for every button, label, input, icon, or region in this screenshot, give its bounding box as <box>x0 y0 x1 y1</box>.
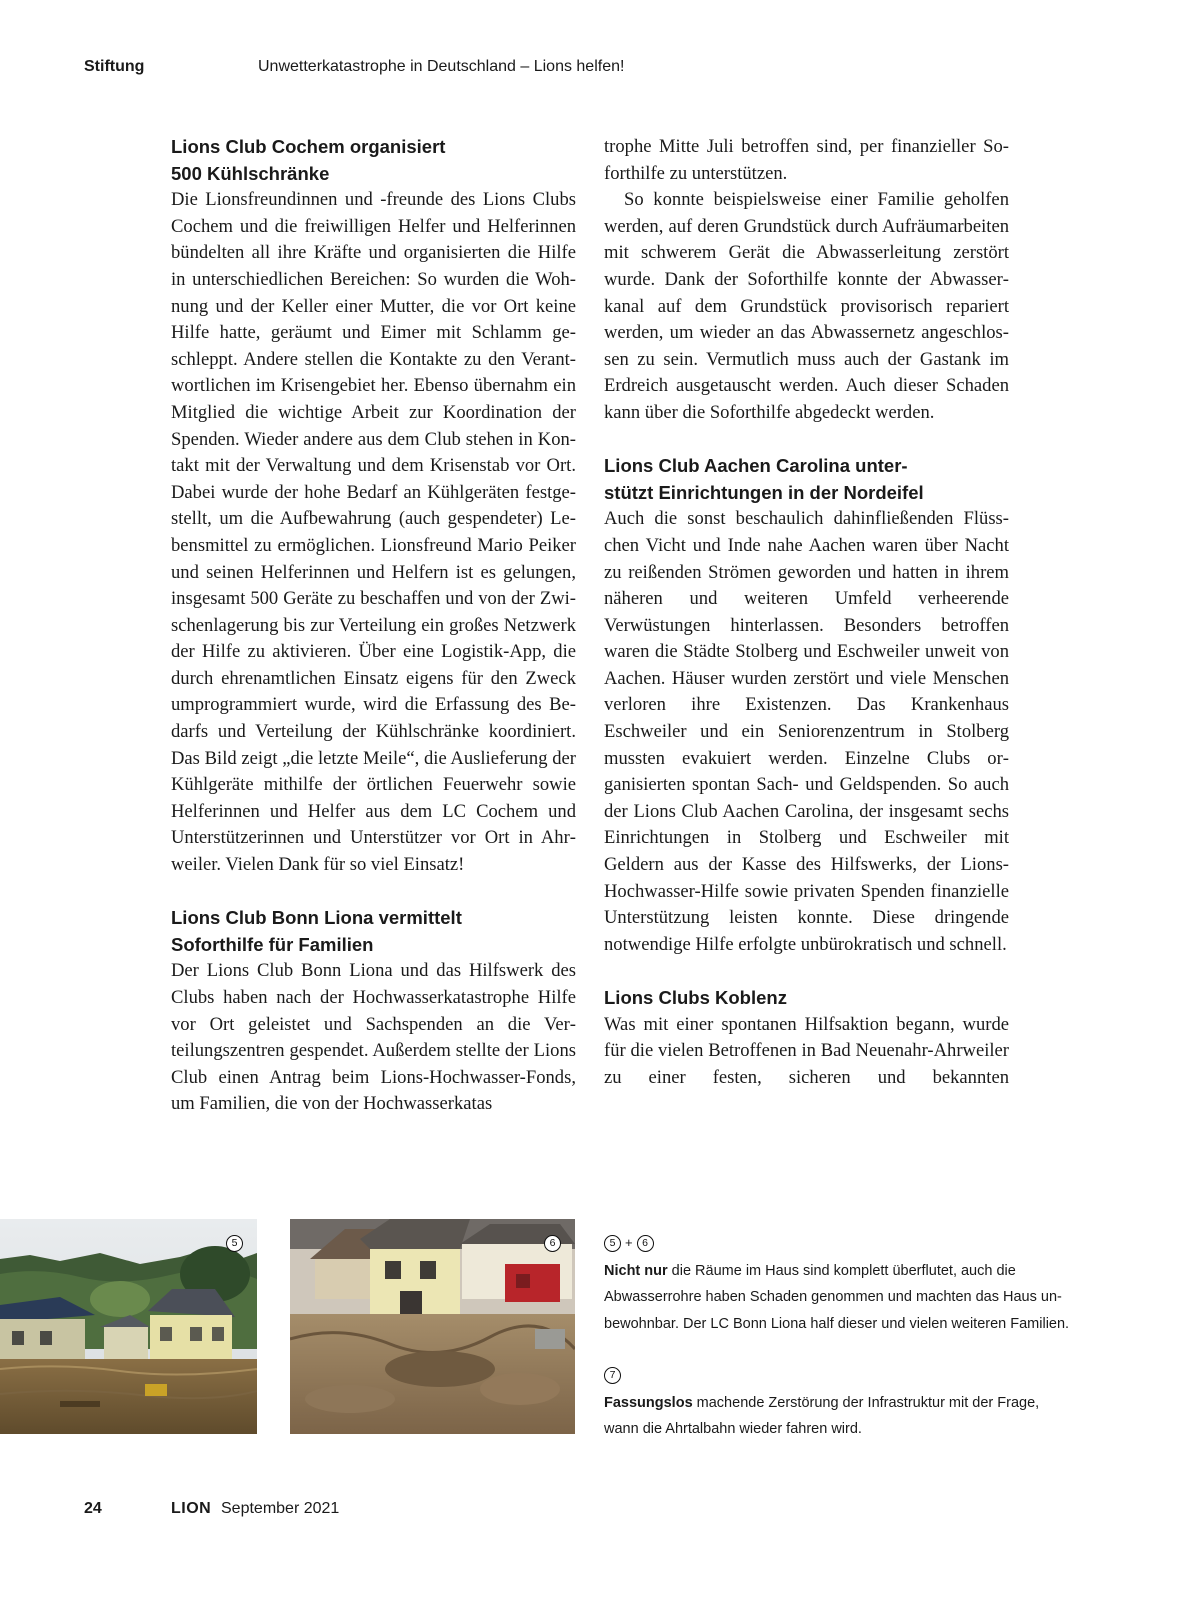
flood-photo-destroyed-street <box>290 1219 575 1434</box>
flood-photo-houses <box>0 1219 257 1434</box>
issue-date: September 2021 <box>221 1500 340 1517</box>
caption-number-badge-7: 7 <box>604 1367 621 1384</box>
caption-text: Nicht nur die Räume im Haus sind komplett überflutet, auch die Abwasserrohre haben Schaden genommen und machten das Haus un- bewohnbar. Der LC Bonn Liona half dieser und vielen weiteren Familien. <box>604 1263 1070 1332</box>
left-column <box>171 134 576 1118</box>
section-label: Stiftung <box>84 58 145 75</box>
photo-5-number-badge: 5 <box>226 1235 243 1252</box>
page-number: 24 <box>84 1500 102 1517</box>
article-body-aachen-carolina: Auch die sonst beschaulich dahinfließenden Flüsschen Vicht und Inde nahe Aachen waren über Nacht zu reißenden Strömen geworden und hatten in ihrem näheren und weiteren Umfeld verheerende Verwüstungen hinterlassen. Besonders betroffen waren die Städte Stolberg und Eschweiler unweit von Aachen. Häuser wurden zerstört und viele Menschen verloren ihre Existenzen. Das Krankenhaus Eschweiler und ein Seniorenzentrum in Stolberg mussten evakuiert werden. Einzelne Clubs organisierten spontan Sach- und Geldspenden. So auch der Lions Club Aachen Carolina, der insgesamt sechs Einrichtungen in Stolberg und Eschweiler mit Geldern aus der Kasse des Hilfswerks, der Lions-Hochwasser-Hilfe sowie privaten Spenden finanzielle Unterstützung leisten konnte. Diese dringende notwendige Hilfe erfolgte unbürokratisch und schnell. <box>604 508 1009 955</box>
right-column <box>604 134 1009 1091</box>
article-heading-cochem: Lions Club Cochem organisiert 500 Kühlschränke <box>171 136 446 184</box>
article-body-cochem: Die Lionsfreundinnen und -freunde des Lions Clubs Cochem und die freiwilligen Helfer und Helferinnen bündelten all ihre Kräfte und organisierten die Hilfe in unterschiedlichen Bereichen: So wurden die Wohnung und der Keller einer Mutter, die vor Ort keine Hilfe hatte, geräumt und Eimer mit Schlamm geschleppt. Andere stellen die Kontakte zu den Verantwortlichen im Krisengebiet her. Ebenso übernahm ein Mitglied die wichtige Arbeit zur Koordination der Spenden. Wieder andere aus dem Club stehen in Kontakt mit der Verwaltung und dem Krisenstab vor Ort. Dabei wurde der hohe Bedarf an Kühlgeräten festgestellt, um die Aufbewahrung (auch gespendeter) Lebensmittel zu ermöglichen. Lionsfreund Mario Peiker und seinen Helferinnen und Helfern ist es gelungen, insgesamt 500 Geräte zu beschaffen und von der Zwischenlagerung bis zur Verteilung ein großes Netzwerk der Hilfe zu aktivieren. Über eine Logistik-App, die durch ehrenamtlichen Einsatz eigens für den Zweck umprogrammiert wurde, wird die Erfassung des Bedarfs und Verteilung der Kühlschränke koordiniert. Das Bild zeigt „die letzte Meile“, die Auslieferung der Kühlgeräte mithilfe der örtlichen Feuerwehr sowie Helferinnen und Helfer aus dem LC Cochem und Unterstützerinnen und Unterstützer vor Ort in Ahrweiler. Vielen Dank für so viel Einsatz! <box>171 189 576 876</box>
caption-lead: Fassungslos <box>604 1395 693 1411</box>
caption-number-badge-6: 6 <box>637 1235 654 1252</box>
caption-text: Fassungslos machende Zerstörung der Infrastruktur mit der Frage, wann die Ahrtalbahn wieder fahren wird. <box>604 1395 1040 1438</box>
article-body-bonn-liona-paragraph2: So konnte beispielsweise einer Familie geholfen werden, auf deren Grundstück durch Aufräumarbeiten mit schwerem Gerät die Abwasserleitung zerstört wurde. Dank der Soforthilfe konnte der Abwasserkanal auf dem Grundstück provisorisch repariert werden, um wieder an das Abwassernetz angeschlossen zu sein. Vermutlich muss auch der Gastank im Erdreich ausgetauscht werden. Auch dieser Schaden kann über die Soforthilfe abgedeckt werden. <box>604 189 1009 423</box>
flood-houses-illustration <box>0 1219 257 1434</box>
caption-plus-sign: + <box>625 1234 633 1250</box>
caption-lead: Nicht nur <box>604 1263 668 1279</box>
article-body-koblenz: Was mit einer spontanen Hilfsaktion begann, wurde für die vielen Betroffenen in Bad Neuenahr-Ahrweiler zu einer festen, sicheren und bekannten <box>604 1013 1009 1088</box>
caption-number-badge-5: 5 <box>604 1235 621 1252</box>
photo-6-number-badge: 6 <box>544 1235 561 1252</box>
article-heading-koblenz: Lions Clubs Koblenz <box>604 987 787 1008</box>
article-body-bonn-liona-continued: trophe Mitte Juli betroffen sind, per finanzieller Soforthilfe zu unterstützen. <box>604 136 1009 184</box>
article-body-bonn-liona: Der Lions Club Bonn Liona und das Hilfswerk des Clubs haben nach der Hochwasserkatastrophe Hilfe vor Ort geleistet und Sachspenden an die Verteilungszentren gespendet. Außerdem stellte der Lions Club einen Antrag beim Lions-Hochwasser-Fonds, um Familien, die von der Hochwasserkatas <box>171 960 576 1115</box>
running-header-title: Unwetterkatastrophe in Deutschland – Lions helfen! <box>258 58 625 75</box>
article-heading-aachen-carolina: Lions Club Aachen Carolina unter- stützt Einrichtungen in der Nordeifel <box>604 455 924 503</box>
caption-photo-7 <box>604 1364 1104 1443</box>
destroyed-street-illustration <box>290 1219 575 1434</box>
article-heading-bonn-liona: Lions Club Bonn Liona vermittelt Soforthilfe für Familien <box>171 907 462 955</box>
caption-photos-5-6 <box>604 1232 1104 1337</box>
magazine-brand: LION <box>171 1500 212 1517</box>
